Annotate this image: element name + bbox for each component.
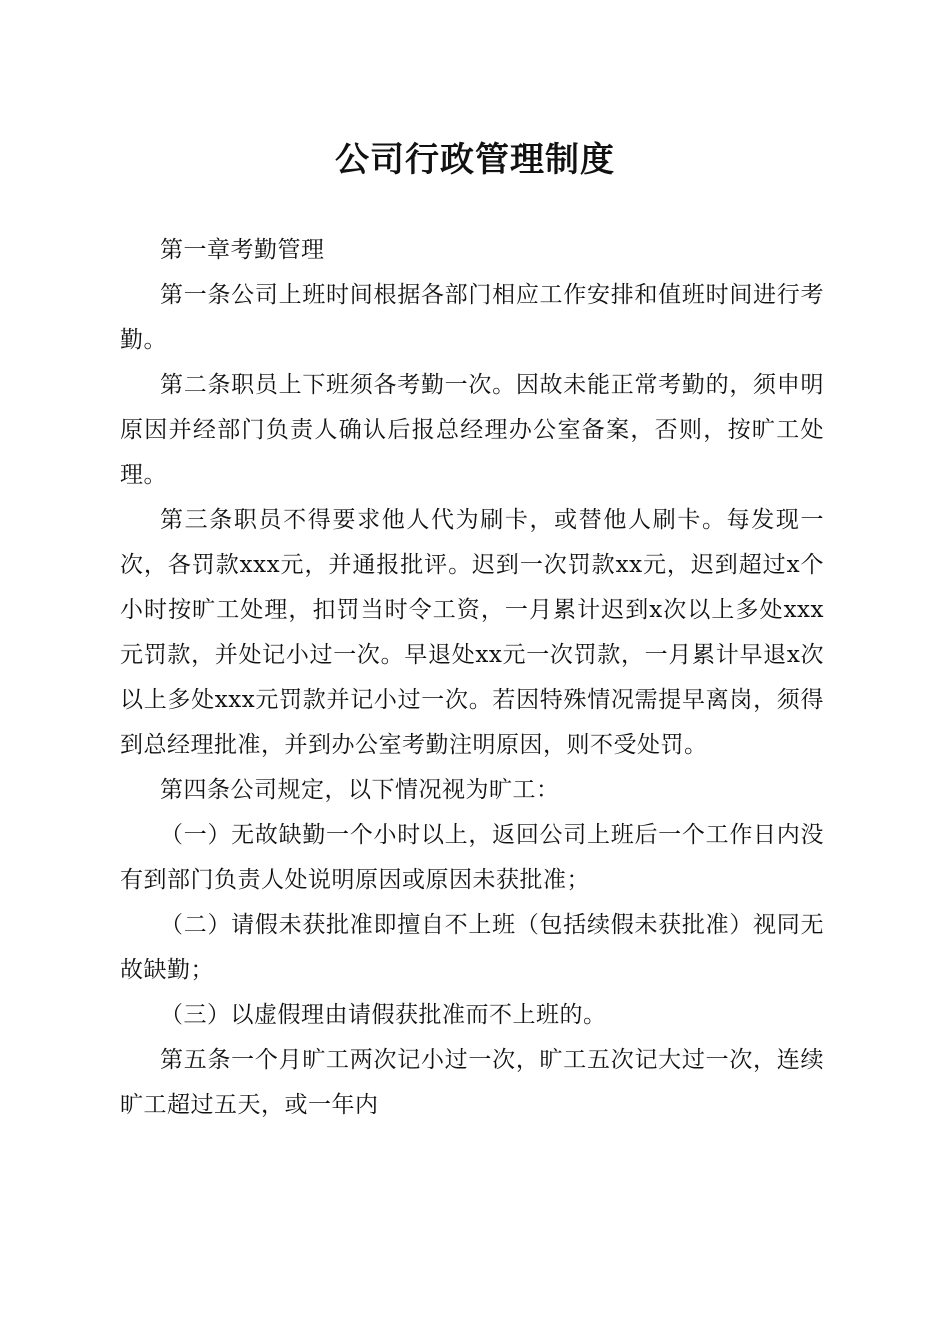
document-title: 公司行政管理制度	[335, 140, 615, 180]
article-paragraph: 第四条公司规定，以下情况视为旷工：	[160, 777, 560, 803]
article-paragraph: 第二条职员上下班须各考勤一次。因故未能正常考勤的，须申明原因并经部门负责人确认后报总经理办公室备案，否则，按旷工处理。	[120, 372, 824, 488]
document-body	[120, 228, 824, 1128]
list-item-paragraph: （二）请假未获批准即擅自不上班（包括续假未获批准）视同无故缺勤；	[120, 912, 824, 983]
article-paragraph: 第一条公司上班时间根据各部门相应工作安排和值班时间进行考勤。	[120, 282, 824, 353]
list-item-paragraph: （三）以虚假理由请假获批准而不上班的。	[160, 1002, 607, 1028]
article-paragraph: 第五条一个月旷工两次记小过一次，旷工五次记大过一次，连续旷工超过五天，或一年内	[120, 1047, 824, 1118]
article-paragraph: 第三条职员不得要求他人代为刷卡，或替他人刷卡。每发现一次，各罚款xxx元，并通报批评。迟到一次罚款xx元，迟到超过x个小时按旷工处理，扣罚当时令工资，一月累计迟到x次以上多处xxx元罚款，并处记小过一次。早退处xx元一次罚款，一月累计早退x次以上多处xxx元罚款并记小过一次。若因特殊情况需提早离岗，须得到总经理批准，并到办公室考勤注明原因，则不受处罚。	[120, 507, 824, 758]
list-item-paragraph: （一）无故缺勤一个小时以上，返回公司上班后一个工作日内没有到部门负责人处说明原因或原因未获批准；	[120, 822, 824, 893]
chapter-heading: 第一章考勤管理	[160, 237, 325, 263]
